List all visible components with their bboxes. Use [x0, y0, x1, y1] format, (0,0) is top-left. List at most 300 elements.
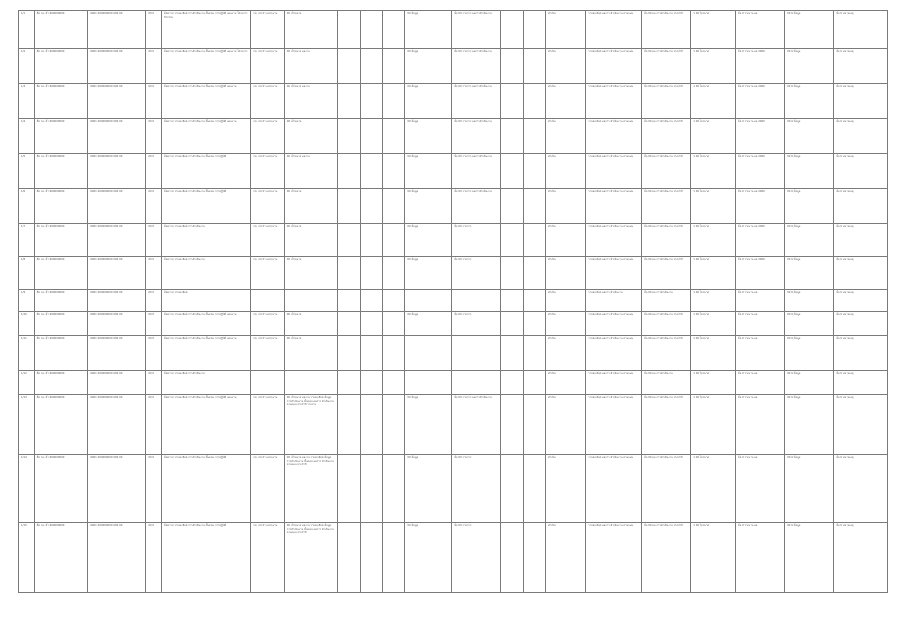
- table-cell-c4: 00 ข้อมูล: [405, 11, 452, 49]
- table-cell-unit: 00 0: [146, 257, 162, 290]
- table-cell-result: ข้อ 00 ผล การดำเนินงาน ประจำปี: [642, 49, 691, 84]
- table-cell-c1: [338, 84, 360, 119]
- table-cell-description: ข้อความ รายละเอียด การดำเนินงาน ขั้นตอน การปฏิบัติ: [161, 154, 250, 189]
- table-cell-note: ข้อ 0 หมายเหตุ: [834, 84, 888, 119]
- table-cell-unit: 00 0: [146, 11, 162, 49]
- table-cell-c8: 00 0 ข้อมูล: [785, 84, 834, 119]
- table-cell-target: 00 เป้าหมาย: [284, 312, 338, 336]
- table-cell-detail: รายละเอียด ผลการ ดำเนินงาน ตามแผน: [586, 523, 642, 593]
- table-cell-agency: กอ. ประจำ หน่วยงาน: [251, 49, 285, 84]
- table-cell-c3: [383, 154, 405, 189]
- table-cell-c2: [360, 312, 382, 336]
- table-cell-report: ข้อ 0 รายงาน ผล 2000: [735, 84, 784, 119]
- table-cell-c3: [383, 523, 405, 593]
- table-cell-agency: [251, 371, 285, 395]
- table-cell-period: 1 00 ไตรมาส: [691, 84, 736, 119]
- table-row: [19, 257, 888, 290]
- table-cell-target: 00 เป้าหมาย ผลงาน: [284, 49, 338, 84]
- table-cell-agency: กอ. ประจำ หน่วยงาน: [251, 84, 285, 119]
- table-cell-code: ชื่อ กอ. ข้า 600000000: [34, 189, 88, 224]
- table-cell-report: ข้อ 0 รายงาน ผล 2000: [735, 257, 784, 290]
- table-cell-period: 1 00 ไตรมาส: [691, 119, 736, 154]
- table-cell-target: [284, 371, 338, 395]
- table-cell-target: 00 เป้าหมาย ผลงาน: [284, 154, 338, 189]
- table-cell-status: ดำเนิน: [546, 312, 586, 336]
- table-cell-target: [284, 290, 338, 312]
- table-cell-c7: [523, 395, 545, 455]
- table-cell-detail: รายละเอียด ผลการ ดำเนินงาน ตามแผน: [586, 84, 642, 119]
- table-cell-c7: [523, 312, 545, 336]
- table-cell-c3: [383, 290, 405, 312]
- table-cell-code: ชื่อ กอ. ข้า 600000000: [34, 84, 88, 119]
- document-page: [18, 10, 888, 593]
- table-cell-detail: รายละเอียด ผลการ ดำเนินงาน ตามแผน: [586, 257, 642, 290]
- table-cell-c7: [523, 455, 545, 523]
- table-cell-unit: 00 0: [146, 189, 162, 224]
- table-cell-code: ชื่อ กอ. ข้า 600000000: [34, 290, 88, 312]
- table-cell-c1: [338, 257, 360, 290]
- table-cell-c8: 00 0 ข้อมูล: [785, 49, 834, 84]
- table-cell-no: 1/11: [19, 336, 35, 371]
- table-cell-unit: 00 0: [146, 455, 162, 523]
- table-cell-c5: [452, 371, 501, 395]
- table-cell-detail: รายละเอียด ผลการ ดำเนินงาน ตามแผน: [586, 395, 642, 455]
- table-cell-c4: 00 ข้อมูล: [405, 49, 452, 84]
- table-cell-period: 1 00 ไตรมาส: [691, 189, 736, 224]
- table-row: [19, 312, 888, 336]
- table-cell-c6: [501, 395, 523, 455]
- table-cell-period: 1 00 ไตรมาส: [691, 523, 736, 593]
- table-cell-agency: กอ. ประจำ หน่วยงาน: [251, 154, 285, 189]
- table-cell-c6: [501, 119, 523, 154]
- table-cell-status: ดำเนิน: [546, 523, 586, 593]
- table-cell-agency: [251, 290, 285, 312]
- table-row: [19, 11, 888, 49]
- table-cell-ref: 0001 000000000 000 00: [88, 455, 146, 523]
- table-cell-description: ข้อความ รายละเอียด การดำเนินงาน ขั้นตอน การปฏิบัติ แผนงาน: [161, 336, 250, 371]
- table-cell-c2: [360, 336, 382, 371]
- table-cell-no: 1/7: [19, 224, 35, 257]
- table-cell-c2: [360, 154, 382, 189]
- table-cell-c5: ข้อ 00 รายการ ผลการดำเนินงาน: [452, 84, 501, 119]
- table-cell-c2: [360, 189, 382, 224]
- table-cell-c6: [501, 290, 523, 312]
- table-cell-c8: 00 0 ข้อมูล: [785, 312, 834, 336]
- table-cell-c4: 00 ข้อมูล: [405, 395, 452, 455]
- table-cell-c4: 00 ข้อมูล: [405, 455, 452, 523]
- table-cell-unit: 00 0: [146, 49, 162, 84]
- table-cell-c3: [383, 257, 405, 290]
- table-cell-c1: [338, 49, 360, 84]
- table-cell-note: ข้อ 0 หมายเหตุ: [834, 371, 888, 395]
- table-cell-ref: 0001 000000000 000 00: [88, 119, 146, 154]
- table-cell-no: 1/4: [19, 119, 35, 154]
- table-cell-c7: [523, 290, 545, 312]
- table-row: [19, 290, 888, 312]
- table-cell-ref: 0001 000000000 000 00: [88, 312, 146, 336]
- table-cell-c3: [383, 336, 405, 371]
- table-cell-code: ชื่อ กอ. ข้า 600000000: [34, 154, 88, 189]
- table-cell-unit: 00 0: [146, 154, 162, 189]
- table-cell-description: ข้อความ รายละเอียด การดำเนินงาน ขั้นตอน การปฏิบัติ แผนงาน: [161, 312, 250, 336]
- table-cell-status: ดำเนิน: [546, 154, 586, 189]
- table-cell-c8: 00 0 ข้อมูล: [785, 224, 834, 257]
- table-cell-unit: 00 0: [146, 523, 162, 593]
- table-cell-c8: 00 0 ข้อมูล: [785, 371, 834, 395]
- table-cell-c1: [338, 395, 360, 455]
- table-cell-c6: [501, 154, 523, 189]
- table-cell-c7: [523, 189, 545, 224]
- table-cell-c8: 00 0 ข้อมูล: [785, 395, 834, 455]
- table-cell-ref: 0001 000000000 000 00: [88, 290, 146, 312]
- table-cell-c3: [383, 455, 405, 523]
- table-cell-c1: [338, 224, 360, 257]
- table-cell-period: 1 00 ไตรมาส: [691, 336, 736, 371]
- table-cell-no: 1/12: [19, 371, 35, 395]
- table-cell-c4: 00 ข้อมูล: [405, 257, 452, 290]
- table-cell-note: ข้อ 0 หมายเหตุ: [834, 224, 888, 257]
- table-cell-detail: รายละเอียด ผลการ ดำเนินงาน ตามแผน: [586, 371, 642, 395]
- table-cell-c4: 00 ข้อมูล: [405, 224, 452, 257]
- table-cell-status: ดำเนิน: [546, 224, 586, 257]
- table-cell-description: ข้อความ รายละเอียด การดำเนินงาน ขั้นตอน การปฏิบัติ แผนงาน: [161, 119, 250, 154]
- table-cell-period: 1 00 ไตรมาส: [691, 154, 736, 189]
- table-cell-code: ชื่อ กอ. ข้า 600000000: [34, 224, 88, 257]
- table-cell-c6: [501, 189, 523, 224]
- table-cell-status: ดำเนิน: [546, 11, 586, 49]
- table-cell-period: 1 00 ไตรมาส: [691, 395, 736, 455]
- table-cell-target: 00 เป้าหมาย ผลงาน รายละเอียด ข้อมูล การดำเนินงาน ขั้นตอน ผลการ ดำเนินงาน ตามแผน ประจำปี รายงาน: [284, 395, 338, 455]
- table-cell-detail: รายละเอียด ผลการ ดำเนินงาน: [586, 290, 642, 312]
- table-cell-period: 1 00 ไตรมาส: [691, 371, 736, 395]
- table-cell-c5: ข้อ 00 รายการ ผลการดำเนินงาน: [452, 49, 501, 84]
- table-cell-c8: 00 0 ข้อมูล: [785, 455, 834, 523]
- table-cell-c2: [360, 455, 382, 523]
- table-cell-target: 00 เป้าหมาย ผลงาน: [284, 84, 338, 119]
- table-cell-ref: 0001 000000000 000 00: [88, 395, 146, 455]
- table-cell-c1: [338, 336, 360, 371]
- table-cell-c6: [501, 257, 523, 290]
- table-cell-detail: รายละเอียด ผลการ ดำเนินงาน ตามแผน: [586, 119, 642, 154]
- table-row: [19, 371, 888, 395]
- table-cell-c8: 00 0 ข้อมูล: [785, 523, 834, 593]
- table-cell-status: ดำเนิน: [546, 257, 586, 290]
- table-cell-status: ดำเนิน: [546, 189, 586, 224]
- data-table: [18, 10, 888, 593]
- table-cell-c4: 00 ข้อมูล: [405, 523, 452, 593]
- table-cell-description: ข้อความ รายละเอียด การดำเนินงาน ขั้นตอน การปฏิบัติ แผนงาน โครงการ: [161, 49, 250, 84]
- table-cell-detail: รายละเอียด ผลการ ดำเนินงาน ตามแผน: [586, 312, 642, 336]
- table-cell-no: 1/10: [19, 312, 35, 336]
- table-cell-c8: 00 0 ข้อมูล: [785, 119, 834, 154]
- table-cell-unit: 00 0: [146, 290, 162, 312]
- table-cell-c8: 00 0 ข้อมูล: [785, 11, 834, 49]
- table-cell-report: ข้อ 0 รายงาน ผล 2000: [735, 224, 784, 257]
- table-cell-c5: ข้อ 00 รายการ: [452, 257, 501, 290]
- table-cell-c4: [405, 336, 452, 371]
- table-cell-no: 1/8: [19, 257, 35, 290]
- table-cell-result: ข้อ 00 ผล การดำเนินงาน ประจำปี: [642, 395, 691, 455]
- table-cell-period: 1 00 ไตรมาส: [691, 257, 736, 290]
- table-cell-result: ข้อ 00 ผล การดำเนินงาน ประจำปี: [642, 336, 691, 371]
- table-cell-report: ข้อ 0 รายงาน ผล: [735, 523, 784, 593]
- table-cell-c2: [360, 523, 382, 593]
- table-cell-agency: กอ. ประจำ หน่วยงาน: [251, 257, 285, 290]
- table-cell-description: ข้อความ รายละเอียด การดำเนินงาน ขั้นตอน การปฏิบัติ แผนงาน โครงการ กิจกรรม: [161, 11, 250, 49]
- table-cell-note: ข้อ 0 หมายเหตุ: [834, 395, 888, 455]
- table-cell-c6: [501, 49, 523, 84]
- table-cell-c6: [501, 84, 523, 119]
- table-cell-report: ข้อ 0 รายงาน ผล 2000: [735, 49, 784, 84]
- table-cell-c6: [501, 11, 523, 49]
- table-cell-c1: [338, 455, 360, 523]
- table-cell-status: ดำเนิน: [546, 371, 586, 395]
- table-cell-description: ข้อความ รายละเอียด การดำเนินงาน ขั้นตอน การปฏิบัติ: [161, 523, 250, 593]
- table-cell-code: ชื่อ กอ. ข้า 600000000: [34, 49, 88, 84]
- table-body: [19, 11, 888, 593]
- table-cell-agency: กอ. ประจำ หน่วยงาน: [251, 395, 285, 455]
- table-cell-c5: ข้อ 00 รายการ ผลการดำเนินงาน: [452, 119, 501, 154]
- table-cell-code: ชื่อ กอ. ข้า 600000000: [34, 523, 88, 593]
- table-cell-c6: [501, 312, 523, 336]
- table-cell-report: ข้อ 0 รายงาน ผล: [735, 11, 784, 49]
- table-cell-c5: ข้อ 00 รายการ ผลการดำเนินงาน: [452, 395, 501, 455]
- table-cell-agency: กอ. ประจำ หน่วยงาน: [251, 11, 285, 49]
- table-cell-report: ข้อ 0 รายงาน ผล: [735, 455, 784, 523]
- table-cell-c1: [338, 154, 360, 189]
- table-cell-c5: ข้อ 00 รายการ: [452, 523, 501, 593]
- table-cell-ref: 0001 000000000 000 00: [88, 84, 146, 119]
- table-cell-c7: [523, 336, 545, 371]
- table-cell-period: 1 00 ไตรมาส: [691, 224, 736, 257]
- table-cell-status: ดำเนิน: [546, 49, 586, 84]
- table-cell-c6: [501, 455, 523, 523]
- table-cell-c7: [523, 371, 545, 395]
- table-cell-c4: 00 ข้อมูล: [405, 189, 452, 224]
- table-cell-no: 1/2: [19, 49, 35, 84]
- table-cell-period: 1 00 ไตรมาส: [691, 312, 736, 336]
- table-cell-agency: กอ. ประจำ หน่วยงาน: [251, 119, 285, 154]
- table-cell-ref: 0001 000000000 000 00: [88, 49, 146, 84]
- table-cell-c6: [501, 224, 523, 257]
- table-cell-no: 1/15: [19, 523, 35, 593]
- table-cell-code: ชื่อ กอ. ข้า 600000000: [34, 119, 88, 154]
- table-cell-c6: [501, 371, 523, 395]
- table-cell-result: ข้อ 00 ผล การดำเนินงาน ประจำปี: [642, 154, 691, 189]
- table-cell-status: ดำเนิน: [546, 395, 586, 455]
- table-cell-note: ข้อ 0 หมายเหตุ: [834, 154, 888, 189]
- table-cell-ref: 0001 000000000 000 00: [88, 189, 146, 224]
- table-cell-c2: [360, 224, 382, 257]
- table-cell-no: 1/5: [19, 154, 35, 189]
- table-cell-note: ข้อ 0 หมายเหตุ: [834, 455, 888, 523]
- table-cell-target: 00 เป้าหมาย: [284, 336, 338, 371]
- table-cell-c3: [383, 49, 405, 84]
- table-cell-c2: [360, 49, 382, 84]
- table-cell-target: 00 เป้าหมาย ผลงาน รายละเอียด ข้อมูล การดำเนินงาน ขั้นตอน ผลการ ดำเนินงาน ตามแผน ประจำปี: [284, 455, 338, 523]
- table-cell-detail: รายละเอียด ผลการ ดำเนินงาน ตามแผน: [586, 336, 642, 371]
- table-cell-target: 00 เป้าหมาย: [284, 119, 338, 154]
- table-cell-result: ข้อ 00 ผล การดำเนินงาน ประจำปี: [642, 257, 691, 290]
- table-cell-detail: รายละเอียด ผลการ ดำเนินงาน ตามแผน: [586, 189, 642, 224]
- table-cell-target: 00 เป้าหมาย ผลงาน รายละเอียด ข้อมูล การดำเนินงาน ขั้นตอน ผลการ ดำเนินงาน ตามแผน ประจำปี: [284, 523, 338, 593]
- table-cell-note: ข้อ 0 หมายเหตุ: [834, 11, 888, 49]
- table-cell-report: ข้อ 0 รายงาน ผล 2000: [735, 189, 784, 224]
- table-cell-unit: 00 0: [146, 371, 162, 395]
- table-cell-c6: [501, 336, 523, 371]
- table-cell-status: ดำเนิน: [546, 290, 586, 312]
- table-cell-report: ข้อ 0 รายงาน ผล 2000: [735, 119, 784, 154]
- table-cell-ref: 0001 000000000 000 00: [88, 224, 146, 257]
- table-cell-c3: [383, 312, 405, 336]
- table-row: [19, 336, 888, 371]
- table-cell-c3: [383, 84, 405, 119]
- table-cell-report: ข้อ 0 รายงาน ผล: [735, 371, 784, 395]
- table-cell-report: ข้อ 0 รายงาน ผล: [735, 336, 784, 371]
- table-cell-unit: 00 0: [146, 119, 162, 154]
- table-cell-note: ข้อ 0 หมายเหตุ: [834, 49, 888, 84]
- table-cell-ref: 0001 000000000 000 00: [88, 11, 146, 49]
- table-cell-c7: [523, 49, 545, 84]
- table-cell-ref: 0001 000000000 000 00: [88, 371, 146, 395]
- table-cell-detail: รายละเอียด ผลการ ดำเนินงาน ตามแผน: [586, 11, 642, 49]
- table-cell-result: ข้อ 00 ผล การดำเนินงาน: [642, 290, 691, 312]
- table-cell-c1: [338, 290, 360, 312]
- table-cell-c3: [383, 189, 405, 224]
- table-cell-c3: [383, 11, 405, 49]
- table-cell-c7: [523, 11, 545, 49]
- table-cell-code: ชื่อ กอ. ข้า 600000000: [34, 257, 88, 290]
- table-cell-detail: รายละเอียด ผลการ ดำเนินงาน ตามแผน: [586, 224, 642, 257]
- table-cell-c8: 00 0 ข้อมูล: [785, 290, 834, 312]
- table-cell-note: ข้อ 0 หมายเหตุ: [834, 119, 888, 154]
- table-cell-c3: [383, 224, 405, 257]
- table-cell-c2: [360, 84, 382, 119]
- table-cell-no: 1/14: [19, 455, 35, 523]
- table-cell-result: ข้อ 00 ผล การดำเนินงาน ประจำปี: [642, 11, 691, 49]
- table-cell-status: ดำเนิน: [546, 119, 586, 154]
- table-cell-code: ชื่อ กอ. ข้า 600000000: [34, 336, 88, 371]
- table-row: [19, 455, 888, 523]
- table-cell-c4: 00 ข้อมูล: [405, 119, 452, 154]
- table-row: [19, 395, 888, 455]
- table-cell-status: ดำเนิน: [546, 84, 586, 119]
- table-cell-ref: 0001 000000000 000 00: [88, 154, 146, 189]
- table-cell-agency: กอ. ประจำ หน่วยงาน: [251, 455, 285, 523]
- table-cell-code: ชื่อ กอ. ข้า 600000000: [34, 395, 88, 455]
- table-cell-c4: 00 ข้อมูล: [405, 312, 452, 336]
- table-cell-target: 00 เป้าหมาย: [284, 224, 338, 257]
- table-cell-period: 1 00 ไตรมาส: [691, 11, 736, 49]
- table-cell-c5: [452, 336, 501, 371]
- table-cell-c4: [405, 371, 452, 395]
- table-cell-c7: [523, 224, 545, 257]
- table-cell-no: 1/3: [19, 84, 35, 119]
- table-cell-c2: [360, 119, 382, 154]
- table-cell-code: ชื่อ กอ. ข้า 600000000: [34, 312, 88, 336]
- table-cell-description: ข้อความ รายละเอียด การดำเนินงาน: [161, 224, 250, 257]
- table-cell-c1: [338, 119, 360, 154]
- table-cell-report: ข้อ 0 รายงาน ผล: [735, 312, 784, 336]
- table-cell-agency: กอ. ประจำ หน่วยงาน: [251, 224, 285, 257]
- table-cell-report: ข้อ 0 รายงาน ผล: [735, 290, 784, 312]
- table-cell-code: ชื่อ กอ. ข้า 600000000: [34, 371, 88, 395]
- table-cell-c7: [523, 84, 545, 119]
- table-cell-target: 00 เป้าหมาย: [284, 11, 338, 49]
- table-cell-description: ข้อความ รายละเอียด การดำเนินงาน: [161, 257, 250, 290]
- table-cell-c5: ข้อ 00 รายการ ผลการดำเนินงาน: [452, 154, 501, 189]
- table-cell-agency: กอ. ประจำ หน่วยงาน: [251, 523, 285, 593]
- table-cell-c3: [383, 119, 405, 154]
- table-cell-period: 1 00 ไตรมาส: [691, 455, 736, 523]
- table-cell-note: ข้อ 0 หมายเหตุ: [834, 312, 888, 336]
- table-cell-result: ข้อ 00 ผล การดำเนินงาน ประจำปี: [642, 224, 691, 257]
- table-row: [19, 49, 888, 84]
- table-cell-unit: 00 0: [146, 224, 162, 257]
- table-cell-agency: กอ. ประจำ หน่วยงาน: [251, 189, 285, 224]
- table-cell-description: ข้อความ รายละเอียด: [161, 290, 250, 312]
- table-cell-detail: รายละเอียด ผลการ ดำเนินงาน ตามแผน: [586, 154, 642, 189]
- table-cell-result: ข้อ 00 ผล การดำเนินงาน ประจำปี: [642, 119, 691, 154]
- table-cell-c1: [338, 189, 360, 224]
- table-cell-detail: รายละเอียด ผลการ ดำเนินงาน ตามแผน: [586, 455, 642, 523]
- table-cell-c5: ข้อ 00 รายการ: [452, 455, 501, 523]
- table-cell-description: ข้อความ รายละเอียด การดำเนินงาน ขั้นตอน การปฏิบัติ แผนงาน: [161, 84, 250, 119]
- table-cell-description: ข้อความ รายละเอียด การดำเนินงาน: [161, 371, 250, 395]
- table-cell-note: ข้อ 0 หมายเหตุ: [834, 189, 888, 224]
- table-cell-no: 1/1: [19, 11, 35, 49]
- table-cell-result: ข้อ 00 ผล การดำเนินงาน ประจำปี: [642, 312, 691, 336]
- table-cell-ref: 0001 000000000 000 00: [88, 336, 146, 371]
- table-cell-c4: [405, 290, 452, 312]
- table-cell-note: ข้อ 0 หมายเหตุ: [834, 523, 888, 593]
- table-row: [19, 523, 888, 593]
- table-cell-result: ข้อ 00 ผล การดำเนินงาน ประจำปี: [642, 455, 691, 523]
- table-cell-report: ข้อ 0 รายงาน ผล: [735, 395, 784, 455]
- table-cell-description: ข้อความ รายละเอียด การดำเนินงาน ขั้นตอน การปฏิบัติ: [161, 455, 250, 523]
- table-cell-report: ข้อ 0 รายงาน ผล 2000: [735, 154, 784, 189]
- table-cell-code: ชื่อ กอ. ข้า 600000000: [34, 455, 88, 523]
- table-cell-c2: [360, 395, 382, 455]
- table-cell-c3: [383, 371, 405, 395]
- table-cell-ref: 0001 000000000 000 00: [88, 257, 146, 290]
- table-cell-status: ดำเนิน: [546, 336, 586, 371]
- table-cell-agency: กอ. ประจำ หน่วยงาน: [251, 336, 285, 371]
- table-cell-c2: [360, 371, 382, 395]
- table-cell-note: ข้อ 0 หมายเหตุ: [834, 336, 888, 371]
- table-row: [19, 84, 888, 119]
- table-cell-c7: [523, 257, 545, 290]
- table-cell-note: ข้อ 0 หมายเหตุ: [834, 257, 888, 290]
- table-cell-c2: [360, 11, 382, 49]
- table-cell-c7: [523, 154, 545, 189]
- table-cell-target: 00 เป้าหมาย: [284, 257, 338, 290]
- table-cell-detail: รายละเอียด ผลการ ดำเนินงาน ตามแผน: [586, 49, 642, 84]
- table-cell-c5: [452, 290, 501, 312]
- table-cell-no: 1/6: [19, 189, 35, 224]
- table-cell-result: ข้อ 00 ผล การดำเนินงาน ประจำปี: [642, 189, 691, 224]
- table-row: [19, 224, 888, 257]
- table-cell-c1: [338, 371, 360, 395]
- table-cell-result: ข้อ 00 ผล การดำเนินงาน ประจำปี: [642, 84, 691, 119]
- table-row: [19, 154, 888, 189]
- table-cell-c8: 00 0 ข้อมูล: [785, 257, 834, 290]
- table-cell-c8: 00 0 ข้อมูล: [785, 154, 834, 189]
- table-cell-result: ข้อ 00 ผล การดำเนินงาน ประจำปี: [642, 523, 691, 593]
- table-cell-description: ข้อความ รายละเอียด การดำเนินงาน ขั้นตอน การปฏิบัติ แผนงาน: [161, 395, 250, 455]
- table-cell-c4: 00 ข้อมูล: [405, 154, 452, 189]
- table-cell-c1: [338, 523, 360, 593]
